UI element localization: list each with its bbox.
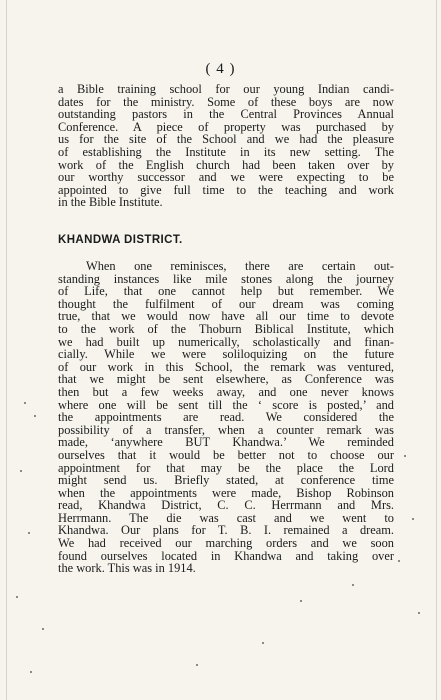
- paper-speck: [30, 671, 32, 673]
- text-line: our worthy successor and we were expecting to be: [58, 170, 394, 185]
- paper-speck: [28, 532, 30, 534]
- right-page-edge: [436, 0, 437, 700]
- paper-speck: [398, 560, 400, 562]
- text-line: Herrmann. The die was cast and we went to: [58, 510, 394, 525]
- paper-speck: [404, 455, 406, 457]
- text-line: We had received our marching orders and we soon: [58, 536, 394, 551]
- text-line: to the work of the Thoburn Biblical Institute, which: [58, 321, 394, 336]
- text-line: appointed to give full time to the teaching and work: [58, 182, 394, 197]
- text-line: standing instances like mile stones along the journey: [58, 271, 394, 286]
- text-line: we had built up numerically, scholastically and finan-: [58, 334, 394, 349]
- section-heading: KHANDWA DISTRICT.: [58, 234, 183, 246]
- text-line: that we might be sent elsewhere, as Conference was: [58, 372, 394, 387]
- paper-speck: [412, 518, 414, 520]
- text-line: in the Bible Institute.: [58, 195, 163, 210]
- paper-speck: [352, 584, 354, 586]
- paper-speck: [34, 415, 36, 417]
- text-line: found ourselves located in Khandwa and taking over: [58, 548, 394, 563]
- paper-speck: [20, 470, 22, 472]
- page-number: ( 4 ): [205, 61, 236, 77]
- text-line: made, ‘anywhere BUT Khandwa.’ We reminded: [58, 435, 394, 450]
- paper-speck: [196, 664, 198, 666]
- paragraph-khandwa-district: [58, 260, 394, 575]
- paper-speck: [24, 402, 26, 404]
- paper-speck: [16, 596, 18, 598]
- text-line: of our work in this School, the remark was ventured,: [58, 359, 394, 374]
- text-line: then but a few weeks away, and one never knows: [58, 384, 394, 399]
- paragraph-bible-institute: [58, 83, 394, 209]
- text-line: outstanding pastors in the Central Provinces Annual: [58, 107, 394, 122]
- text-line: where one will be sent till the ‘ score is posted,’ and: [58, 397, 394, 412]
- paper-speck: [300, 600, 302, 602]
- text-line: Conference. A piece of property was purchased by: [58, 119, 394, 134]
- text-line: When one reminisces, there are certain out-: [86, 259, 394, 273]
- text-line: when the appointments were made, Bishop Robinson: [58, 485, 394, 500]
- paper-speck: [42, 628, 44, 630]
- text-line: read, Khandwa District, C. C. Herrmann and Mrs.: [58, 498, 394, 513]
- text-line: of establishing the Institute in its new setting. The: [58, 144, 394, 159]
- text-line: Khandwa. Our plans for T. B. I. remained a dream.: [58, 523, 394, 538]
- text-line: of Life, that one cannot help but remember. We: [58, 284, 394, 299]
- paper-speck: [262, 642, 264, 644]
- paper-speck: [418, 612, 420, 614]
- text-line: cially. While we were soliloquizing on the future: [58, 347, 394, 362]
- text-line: the work. This was in 1914.: [58, 561, 196, 576]
- text-line: true, that we would now have all our time to devote: [58, 309, 394, 324]
- text-line: us for the site of the School and we had the pleasure: [58, 132, 394, 147]
- text-line: might send us. Briefly stated, at conference time: [58, 473, 394, 488]
- text-line: ourselves that it would be better not to choose our: [58, 447, 394, 462]
- text-line: the appointments are read. We considered the: [58, 410, 394, 425]
- text-line: possibility of a transfer, when a counter remark was: [58, 422, 394, 437]
- left-page-edge: [6, 0, 7, 700]
- text-line: appointment for that may be the place the Lord: [58, 460, 394, 475]
- text-line: work of the English church had been taken over by: [58, 157, 394, 172]
- text-line: thought the fulfilment of our dream was coming: [58, 296, 394, 311]
- text-line: dates for the ministry. Some of these boys are now: [58, 94, 394, 109]
- text-line: a Bible training school for our young Indian candi-: [58, 82, 394, 96]
